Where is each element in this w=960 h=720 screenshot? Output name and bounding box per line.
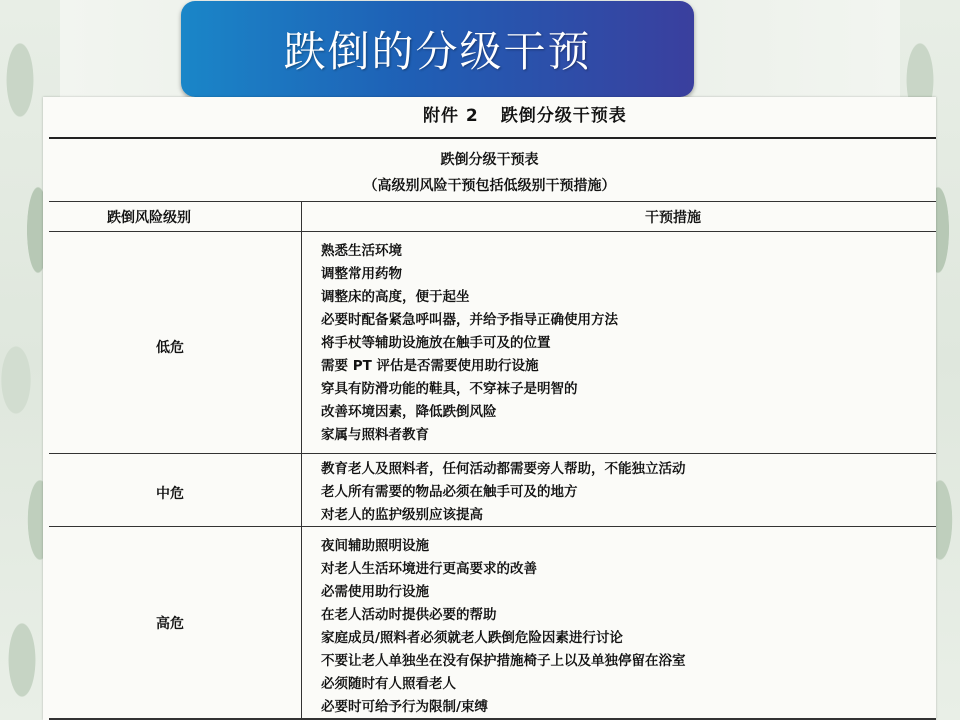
table-divider: [49, 201, 936, 202]
table-divider: [49, 453, 936, 454]
risk-level-low: 低危: [156, 340, 184, 356]
caption-title: 跌倒分级干预表: [500, 106, 627, 126]
measure-item: 家庭成员/照料者必须就老人跌倒危险因素进行讨论: [321, 630, 623, 646]
table-subtitle: （高级别风险干预包括低级别干预措施）: [363, 178, 616, 194]
measure-item: 夜间辅助照明设施: [321, 538, 429, 554]
caption-label: 附件 2: [423, 106, 479, 126]
measure-item: 对老人的监护级别应该提高: [321, 507, 483, 523]
measure-item: 需要 PT 评估是否需要使用助行设施: [321, 358, 539, 374]
measure-item: 对老人生活环境进行更高要求的改善: [321, 561, 537, 577]
document-caption: [423, 101, 627, 126]
measures-list-low: [321, 240, 618, 447]
measure-item: 必须随时有人照看老人: [321, 676, 456, 692]
risk-level-medium: 中危: [156, 486, 184, 502]
header-measures: 干预措施: [645, 210, 701, 226]
top-rule: [49, 137, 936, 139]
table-divider: [49, 231, 936, 232]
measure-item: 必需使用助行设施: [321, 584, 429, 600]
measure-item: 熟悉生活环境: [321, 243, 402, 259]
measure-item: 改善环境因素，降低跌倒风险: [321, 404, 497, 420]
measure-item: 调整床的高度，便于起坐: [321, 289, 470, 305]
measure-item: 将手杖等辅助设施放在触手可及的位置: [321, 335, 551, 351]
measures-list-high: [321, 535, 686, 719]
slide-title: 跌倒的分级干预: [283, 27, 592, 76]
measure-item: 家属与照料者教育: [321, 427, 429, 443]
measure-item: 必要时可给予行为限制/束缚: [321, 699, 488, 715]
table-title: 跌倒分级干预表: [440, 152, 539, 168]
measure-item: 教育老人及照料者，任何活动都需要旁人帮助，不能独立活动: [321, 461, 686, 477]
column-divider: [301, 201, 302, 718]
measure-item: 在老人活动时提供必要的帮助: [321, 607, 497, 623]
measure-item: 调整常用药物: [321, 266, 402, 282]
measure-item: 不要让老人单独坐在没有保护措施椅子上以及单独停留在浴室: [321, 653, 686, 669]
risk-level-high: 高危: [156, 616, 184, 632]
measure-item: 必要时配备紧急呼叫器，并给予指导正确使用方法: [321, 312, 618, 328]
header-risk-level: 跌倒风险级别: [107, 210, 191, 226]
scanned-document: [43, 97, 936, 720]
measure-item: 穿具有防滑功能的鞋具，不穿袜子是明智的: [321, 381, 578, 397]
measures-list-medium: [321, 458, 686, 527]
measure-item: 老人所有需要的物品必须在触手可及的地方: [321, 484, 578, 500]
slide-title-banner: [181, 1, 694, 97]
